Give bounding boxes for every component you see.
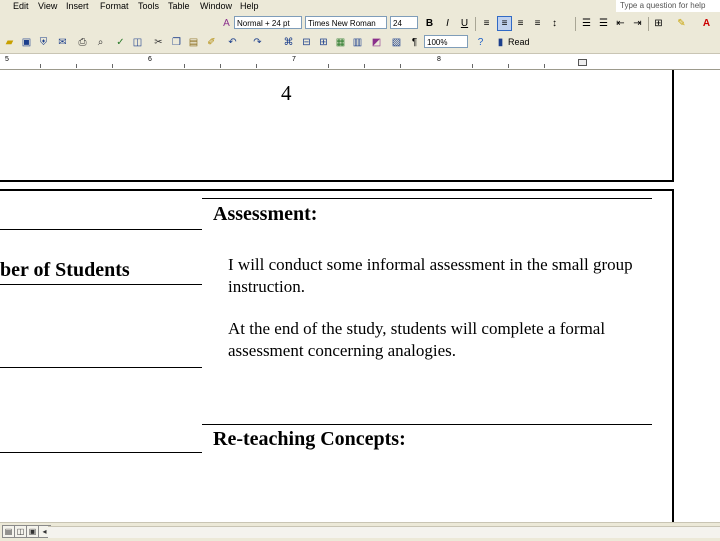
underline-icon[interactable]: U — [460, 18, 469, 29]
toolbar-separator — [475, 17, 476, 31]
show-hide-icon[interactable]: ¶ — [411, 37, 418, 48]
ruler-tick — [508, 64, 509, 68]
permission-icon[interactable]: ⛨ — [39, 37, 48, 48]
page-border-bottom — [0, 180, 674, 182]
font-dropdown[interactable]: Times New Roman — [305, 16, 387, 29]
styles-icon[interactable]: A — [223, 18, 230, 29]
read-icon[interactable]: ▮ — [497, 37, 504, 48]
assessment-heading: Assessment: — [213, 203, 318, 225]
align-left-icon[interactable]: ≡ — [483, 18, 490, 29]
ruler-tick — [364, 64, 365, 68]
left-rule — [0, 229, 202, 230]
copy-icon[interactable]: ❐ — [172, 37, 181, 48]
ruler-tick — [472, 64, 473, 68]
reteaching-heading: Re-teaching Concepts: — [213, 428, 406, 450]
spelling-icon[interactable]: ✓ — [116, 37, 125, 48]
web-layout-icon[interactable]: ◫ — [14, 525, 27, 538]
ruler-mark: 7 — [292, 56, 296, 63]
insert-excel-icon[interactable]: ▦ — [335, 37, 346, 48]
increase-indent-icon[interactable]: ⇥ — [633, 18, 642, 29]
menu-table[interactable]: Table — [168, 1, 190, 11]
insert-table-icon[interactable]: ⊞ — [319, 37, 328, 48]
menu-edit[interactable]: Edit — [13, 1, 29, 11]
students-heading: ber of Students — [0, 259, 130, 281]
ruler-tick — [40, 64, 41, 68]
toolbar-separator — [648, 17, 649, 31]
columns-icon[interactable]: ▥ — [352, 37, 363, 48]
lower-box-top — [0, 189, 674, 191]
menu-bar — [0, 0, 720, 14]
print-preview-icon[interactable]: ⌕ — [97, 37, 104, 48]
document-map-icon[interactable]: ▧ — [391, 37, 402, 48]
font-size-dropdown[interactable]: 24 — [390, 16, 418, 29]
help-search-input[interactable]: Type a question for help — [616, 0, 720, 12]
highlight-icon[interactable]: ✎ — [677, 18, 686, 29]
paste-icon[interactable]: ▤ — [188, 37, 199, 48]
drawing-icon[interactable]: ◩ — [371, 37, 382, 48]
research-icon[interactable]: ◫ — [132, 37, 143, 48]
menu-view[interactable]: View — [38, 1, 58, 11]
scroll-left-icon[interactable]: ◂ — [38, 525, 51, 538]
borders-icon[interactable]: ⊞ — [654, 18, 663, 29]
toolbar-separator — [575, 17, 576, 31]
view-bar — [0, 522, 720, 541]
font-color-icon[interactable]: A — [702, 18, 711, 29]
menu-help[interactable]: Help — [240, 1, 259, 11]
ruler-tick — [220, 64, 221, 68]
align-right-icon[interactable]: ≡ — [517, 18, 524, 29]
menu-format[interactable]: Format — [100, 1, 129, 11]
ruler-mark: 6 — [148, 56, 152, 63]
menu-window[interactable]: Window — [200, 1, 233, 11]
standard-toolbar — [0, 33, 720, 54]
formatting-toolbar — [0, 14, 720, 34]
assessment-paragraph-1: I will conduct some informal assessment in the small group instruction. — [228, 255, 633, 296]
horizontal-ruler — [0, 54, 720, 70]
bold-icon[interactable]: B — [425, 18, 434, 29]
ruler-tick — [184, 64, 185, 68]
left-rule — [0, 367, 202, 368]
right-rule — [202, 198, 652, 199]
undo-icon[interactable]: ↶ — [228, 37, 237, 48]
page-number: 4 — [281, 81, 292, 105]
ruler-tick — [544, 64, 545, 68]
assessment-paragraph-2: At the end of the study, students will complete a formal assessment concerning analogies. — [228, 319, 606, 360]
left-rule — [0, 284, 202, 285]
ruler-tick — [400, 64, 401, 68]
document-page — [0, 70, 720, 522]
right-rule — [202, 424, 652, 425]
format-painter-icon[interactable]: ✐ — [207, 37, 216, 48]
print-layout-icon[interactable]: ▣ — [26, 525, 39, 538]
line-spacing-icon[interactable]: ↕ — [552, 18, 557, 29]
hyperlink-icon[interactable]: ⌘ — [283, 37, 294, 48]
ruler-tick — [256, 64, 257, 68]
zoom-dropdown[interactable]: 100% — [424, 35, 468, 48]
left-rule — [0, 452, 202, 453]
redo-icon[interactable]: ↷ — [253, 37, 262, 48]
menu-insert[interactable]: Insert — [66, 1, 89, 11]
ruler-mark: 5 — [5, 56, 9, 63]
right-indent-marker[interactable] — [578, 59, 587, 66]
align-center-icon[interactable]: ≡ — [497, 16, 512, 31]
ruler-tick — [76, 64, 77, 68]
tables-borders-icon[interactable]: ⊟ — [302, 37, 311, 48]
ruler-tick — [328, 64, 329, 68]
style-dropdown[interactable]: Normal + 24 pt — [234, 16, 302, 29]
cut-icon[interactable]: ✂ — [154, 37, 163, 48]
ruler-tick — [112, 64, 113, 68]
justify-icon[interactable]: ≡ — [534, 18, 541, 29]
numbering-icon[interactable]: ☰ — [582, 18, 591, 29]
open-icon[interactable]: ▰ — [5, 37, 14, 48]
page-border-right — [672, 70, 674, 182]
normal-view-icon[interactable]: ▤ — [2, 525, 15, 538]
email-icon[interactable]: ✉ — [58, 37, 67, 48]
save-icon[interactable]: ▣ — [21, 37, 32, 48]
bullets-icon[interactable]: ☰ — [599, 18, 608, 29]
horizontal-scrollbar[interactable] — [48, 526, 720, 538]
ruler-mark: 8 — [437, 56, 441, 63]
read-button[interactable]: Read — [508, 37, 530, 47]
italic-icon[interactable]: I — [446, 18, 449, 29]
decrease-indent-icon[interactable]: ⇤ — [616, 18, 625, 29]
help-icon[interactable]: ? — [477, 37, 484, 48]
print-icon[interactable]: ⎙ — [78, 37, 87, 48]
menu-tools[interactable]: Tools — [138, 1, 160, 11]
